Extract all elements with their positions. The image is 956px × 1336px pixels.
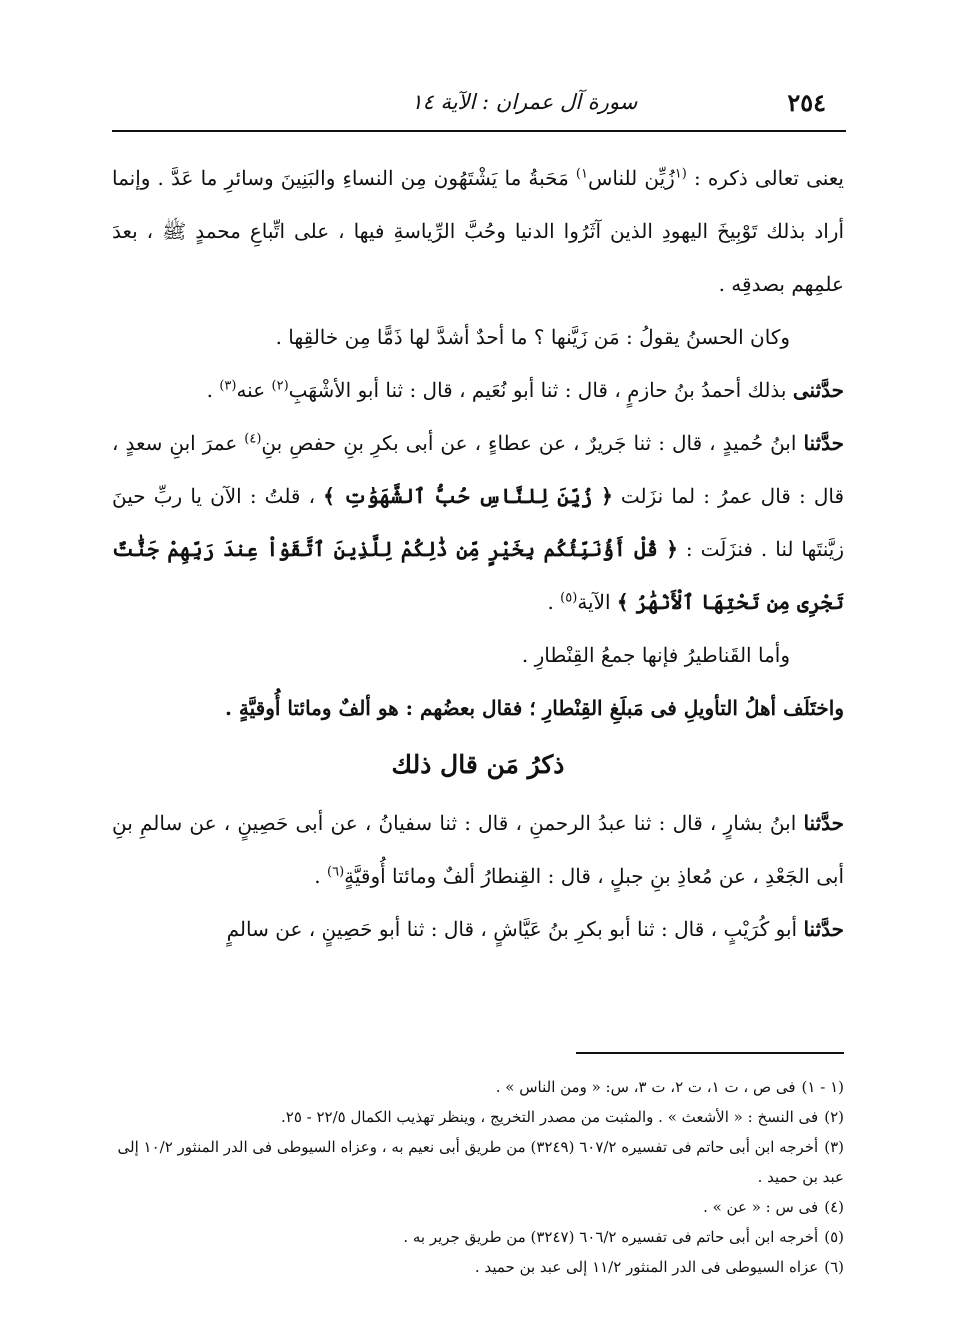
footnote-rule [576,1052,844,1054]
main-text [112,152,844,956]
paragraph-7-text-a: ابنُ بشارٍ ، قال : ثنا عبدُ الرحمنِ ، قال : ثنا سفيانُ ، عن أبى حَصِينٍ ، عن سالمِ بنِ أبى الجَعْدِ ، عن مُعاذِ بنِ جبلٍ ، قال : القِنطارُ ألفٌ ومائتا أُوقيَّةٍ [112,811,844,888]
footnote-ref-6: (٦) [327,864,345,880]
footnotes [112,1072,844,1282]
paragraph-4-text-e: . [547,590,561,614]
quran-quote-2: ﴿ قُلْ أَؤُنَبِّئُكُم بِخَيْرٍ مِّن ذَٰلِكُمْ لِلَّذِينَ ٱتَّقَوْاْ عِندَ رَبِّهِمْ جَنَّٰتٌ تَجْرِى مِن تَحْتِهَا ٱلْأَنْهَٰرُ ﴾ [112,537,844,614]
paragraph-3-text-b: عنه [236,378,272,402]
footnote-text: أخرجه ابن أبى حاتم فى تفسيره ٦٠٧/٢ (٣٢٤٩) من طريق أبى نعيم به ، وعزاه السيوطى فى الدر المنثور ١٠/٢ إلى عبد بن حميد . [117,1138,844,1186]
paragraph-5-text: وأما القَناطيرُ فإنها جمعُ القِنْطارِ . [521,643,790,667]
footnote-number: (٦) [824,1258,844,1276]
paragraph-6-text: واختَلَف أهلُ التأويلِ فى مَبلَغِ القِنْطارِ ؛ فقال بعضُهم : هو ألفٌ ومائتا أُوقيَّةٍ . [224,696,844,720]
paragraph-1-quote: زُيِّن للناس [587,166,675,190]
paragraph-1 [112,152,844,311]
header-rule [112,130,846,132]
footnote-ref-1-close: ١) [575,166,588,182]
paragraph-1-text-a: يعنى تعالى ذكره : [686,166,844,190]
footnote-item [112,1072,844,1102]
footnote-text: فى ص ، ت ١، ت ٢، ت ٣، س: « ومن الناس » . [495,1078,796,1096]
footnote-number: (١ - ١) [801,1078,844,1096]
paragraph-3-text-a: بذلك أحمدُ بنُ حازمٍ ، قال : ثنا أبو نُعَيم ، قال : ثنا أبو الأشْهَبِ [288,378,793,402]
footnote-item [112,1102,844,1132]
paragraph-5 [112,629,844,682]
footnote-ref-5: (٥) [560,590,578,606]
paragraph-6 [112,682,844,735]
footnote-ref-3: (٣) [219,378,237,394]
footnote-item [112,1192,844,1222]
footnote-item [112,1222,844,1252]
footnote-text: فى س : « عن » . [703,1198,819,1216]
paragraph-8-text-a: أبو كُرَيْبٍ ، قال : ثنا أبو بكرِ بنُ عَيَّاشٍ ، قال : ثنا أبو حَصِينٍ ، عن سالمٍ [226,917,804,941]
section-heading: ذكرُ مَن قال ذلك [391,750,565,779]
footnote-ref-2: (٢) [271,378,289,394]
paragraph-4-text-b: عمرَ ابنِ سعدٍ ، قال : قال عمرُ : لما نزَلت [112,431,844,508]
paragraph-7 [112,797,844,903]
paragraph-8-lead: حدَّثنا [803,917,844,941]
paragraph-7-lead: حدَّثنا [803,811,844,835]
paragraph-7-text-b: . [314,864,328,888]
paragraph-3-lead: حدَّثنى [792,378,844,402]
footnote-ref-4: (٤) [244,431,262,447]
paragraph-8 [112,903,844,956]
footnote-number: (٤) [824,1198,844,1216]
footnote-number: (٥) [824,1228,844,1246]
footnote-ref-1-open: (١ [674,166,687,182]
page-header [110,80,826,124]
footnote-number: (٣) [824,1138,844,1156]
footnote-number: (٢) [824,1108,844,1126]
paragraph-1-text-b: مَحَبةُ ما يَشْتَهُون مِن النساءِ والبَنِينَ وسائرِ ما عَدَّ . وإنما أراد بذلك تَوْبِيخَ اليهودِ الذين آثَرُوا الدنيا وحُبَّ الرِّياسةِ فيها ، على اتِّباعِ محمدٍ ﷺ ، بعدَ علمِهم بصدقِه . [112,166,844,296]
footnote-item [112,1252,844,1282]
paragraph-2 [112,311,844,364]
running-title: سورة آل عمران : الآية ١٤ [411,90,638,114]
footnote-text: فى النسخ : « الأشعث » . والمثبت من مصدر التخريج ، وينظر تهذيب الكمال ٢٢/٥ - ٢٥. [280,1108,819,1126]
paragraph-4-lead: حدَّثنا [803,431,844,455]
paragraph-3 [112,364,844,417]
footnote-text: عزاه السيوطى فى الدر المنثور ١١/٢ إلى عبد بن حميد . [474,1258,819,1276]
page-number: ٢٥٤ [787,87,826,117]
paragraph-4-text-d: الآية [577,590,617,614]
paragraph-4 [112,417,844,629]
paragraph-4-text-c: ، قلتُ : الآن يا ربِّ حينَ زيَّنتَها لنا . فنزَلَت : [112,484,844,561]
footnote-item [112,1132,844,1192]
footnote-text: أخرجه ابن أبى حاتم فى تفسيره ٦٠٦/٢ (٣٢٤٧) من طريق جرير به . [403,1228,819,1246]
paragraph-4-text-a: ابنُ حُميدٍ ، قال : ثنا جَريرٌ ، عن عطاءٍ ، عن أبى بكرِ بنِ حفصِ بنِ [261,431,804,455]
paragraph-2-text: وكان الحسنُ يقولُ : مَن زَيَّنها ؟ ما أحدٌ أشدَّ لها ذَمًّا مِن خالقِها . [275,325,790,349]
paragraph-3-text-c: . [206,378,220,402]
quran-quote-1: ﴿ زُيِّنَ لِلنَّاسِ حُبُّ ٱلشَّهَوَٰتِ ﴾ [323,484,613,508]
